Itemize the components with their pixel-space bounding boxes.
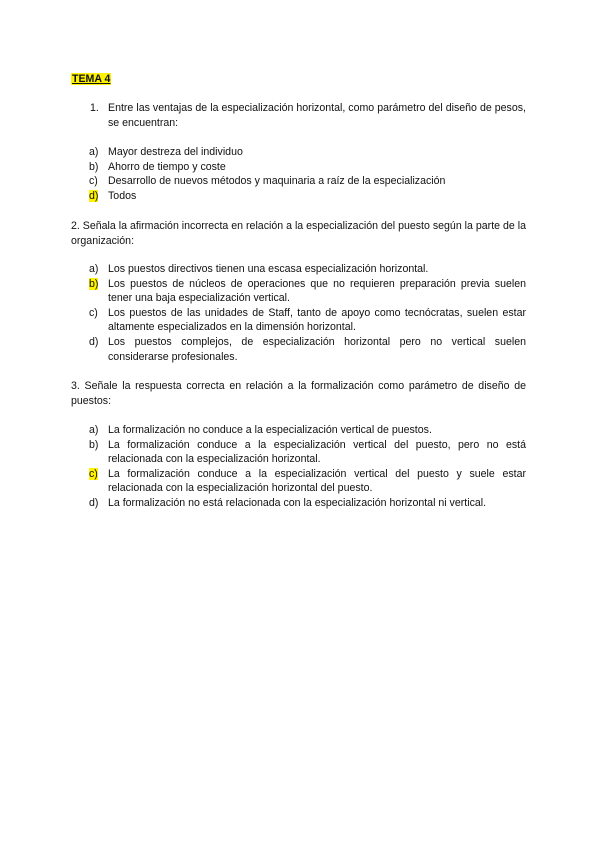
option-3b xyxy=(89,438,526,467)
option-label: b) xyxy=(89,438,99,451)
option-label: c) xyxy=(89,467,98,480)
question-3-text: 3. Señale la respuesta correcta en relación a la formalización como parámetro de diseño de puestos: xyxy=(71,380,526,407)
question-2-text: 2. Señala la afirmación incorrecta en relación a la especialización del puesto según la parte de la organización: xyxy=(71,220,526,247)
option-1a xyxy=(89,145,526,160)
option-label: b) xyxy=(89,277,99,290)
title-text: TEMA 4 xyxy=(72,73,111,85)
option-label: a) xyxy=(89,146,99,158)
option-label: b) xyxy=(89,160,99,173)
option-text: La formalización no conduce a la especialización vertical de puestos. xyxy=(108,424,432,436)
option-label: c) xyxy=(89,175,98,188)
option-text: Los puestos de las unidades de Staff, tanto de apoyo como tecnócratas, suelen estar altamente especializados en la dimensión horizontal. xyxy=(108,306,526,334)
option-label: d) xyxy=(89,335,99,348)
option-1c xyxy=(89,174,526,189)
option-label: d) xyxy=(89,189,99,202)
option-2a xyxy=(89,262,526,277)
option-3c xyxy=(89,467,526,496)
option-text: La formalización conduce a la especialización vertical del puesto y suele estar relacionada con la especialización horizontal del puesto. xyxy=(108,467,526,495)
option-text: Los puestos de núcleos de operaciones que no requieren preparación previa suelen tener una baja especialización vertical. xyxy=(108,277,526,305)
option-3a xyxy=(89,423,526,438)
option-text: Desarrollo de nuevos métodos y maquinaria a raíz de la especialización xyxy=(108,175,446,188)
option-3d xyxy=(89,496,526,511)
question-1-number: 1. xyxy=(90,102,99,114)
option-text: Los puestos complejos, de especialización horizontal pero no vertical suelen considerarse profesionales. xyxy=(108,335,526,363)
option-text: Todos xyxy=(108,189,137,202)
option-2c xyxy=(89,306,526,335)
option-2b xyxy=(89,277,526,306)
option-label: d) xyxy=(89,496,99,509)
question-1 xyxy=(90,101,526,130)
option-label: a) xyxy=(89,263,99,275)
option-text: Mayor destreza del individuo xyxy=(108,146,243,158)
question-3-options xyxy=(89,423,526,511)
option-text: La formalización no está relacionada con la especialización horizontal ni vertical. xyxy=(108,496,487,509)
option-text: Los puestos directivos tienen una escasa especialización horizontal. xyxy=(108,263,429,275)
page-title xyxy=(71,72,111,87)
question-1-options xyxy=(89,145,526,203)
option-label: a) xyxy=(89,424,99,436)
option-text: Ahorro de tiempo y coste xyxy=(108,160,226,173)
option-1b xyxy=(89,160,526,175)
question-2-options xyxy=(89,262,526,364)
option-2d xyxy=(89,335,526,364)
option-text: La formalización conduce a la especialización vertical del puesto, pero no está relacionada con la especialización horizontal. xyxy=(108,438,526,466)
option-label: c) xyxy=(89,306,98,319)
question-1-text: Entre las ventajas de la especialización horizontal, como parámetro del diseño de pesos, se encuentran: xyxy=(108,102,526,129)
option-1d xyxy=(89,189,526,204)
